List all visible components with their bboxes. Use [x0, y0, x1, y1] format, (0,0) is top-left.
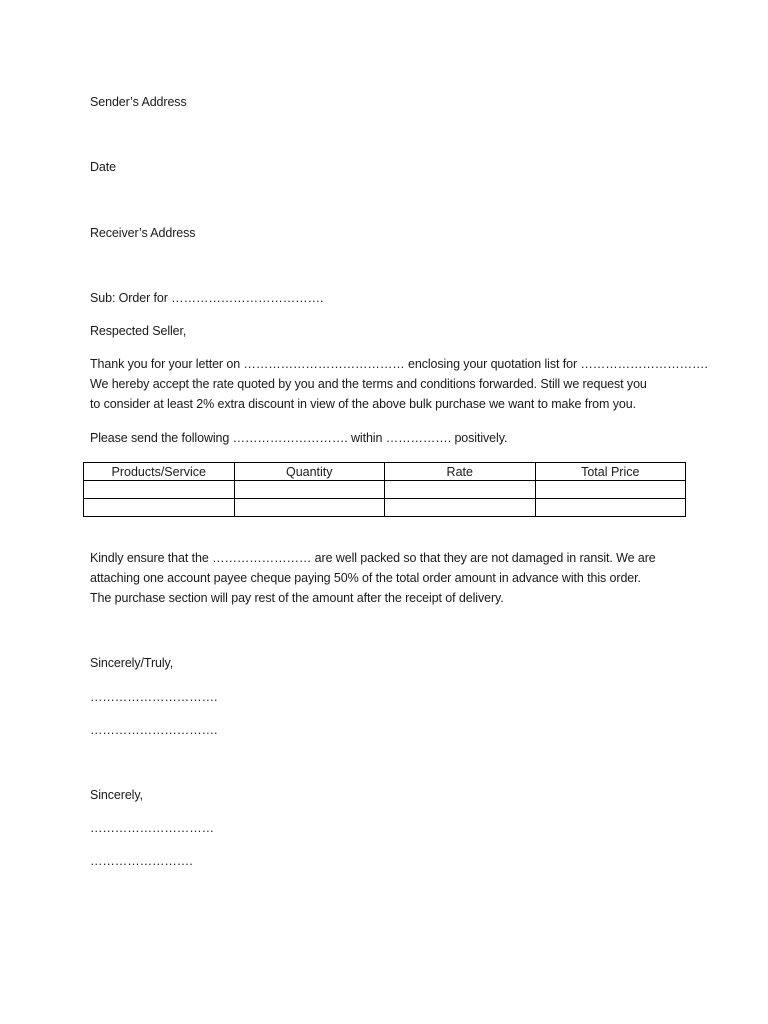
table-cell	[385, 499, 536, 517]
closing-sincerely: Sincerely,	[90, 788, 143, 802]
column-header-products: Products/Service	[84, 463, 235, 481]
subject-line: Sub: Order for ……………………………….	[90, 291, 324, 305]
signature-line: …………………………	[90, 821, 215, 835]
body-paragraph-1-line: to consider at least 2% extra discount in view of the above bulk purchase we want to make from you.	[90, 397, 636, 411]
closing-sincerely-truly: Sincerely/Truly,	[90, 656, 174, 670]
column-header-quantity: Quantity	[234, 463, 385, 481]
letter-date: Date	[90, 160, 117, 174]
table-row	[84, 481, 686, 499]
column-header-total-price: Total Price	[535, 463, 686, 481]
receiver-address: Receiver’s Address	[90, 226, 196, 240]
body-paragraph-2	[90, 548, 690, 608]
request-line: Please send the following ………………………. within ……………. positively.	[90, 431, 508, 445]
body-paragraph-1	[90, 354, 708, 414]
table-cell	[385, 481, 536, 499]
body-paragraph-2-line: Kindly ensure that the …………………… are well packed so that they are not damaged in ransit. We are	[90, 551, 656, 565]
name-line: ………………………….	[90, 723, 218, 737]
table-cell	[84, 481, 235, 499]
table-row	[84, 499, 686, 517]
name-line: …………………….	[90, 854, 193, 868]
sender-address: Sender’s Address	[90, 95, 187, 109]
table-cell	[535, 481, 686, 499]
salutation: Respected Seller,	[90, 324, 187, 338]
body-paragraph-1-line: We hereby accept the rate quoted by you and the terms and conditions forwarded. Still we request you	[90, 377, 647, 391]
body-paragraph-2-line: attaching one account payee cheque paying 50% of the total order amount in advance with this order.	[90, 571, 641, 585]
table-cell	[84, 499, 235, 517]
table-header-row	[84, 463, 686, 481]
body-paragraph-1-line: Thank you for your letter on ………………………………… enclosing your quotation list for ………………………….	[90, 357, 708, 371]
table-cell	[535, 499, 686, 517]
table-cell	[234, 481, 385, 499]
body-paragraph-2-line: The purchase section will pay rest of the amount after the receipt of delivery.	[90, 591, 504, 605]
order-table	[83, 462, 686, 517]
table-cell	[234, 499, 385, 517]
signature-line: ………………………….	[90, 690, 218, 704]
column-header-rate: Rate	[385, 463, 536, 481]
